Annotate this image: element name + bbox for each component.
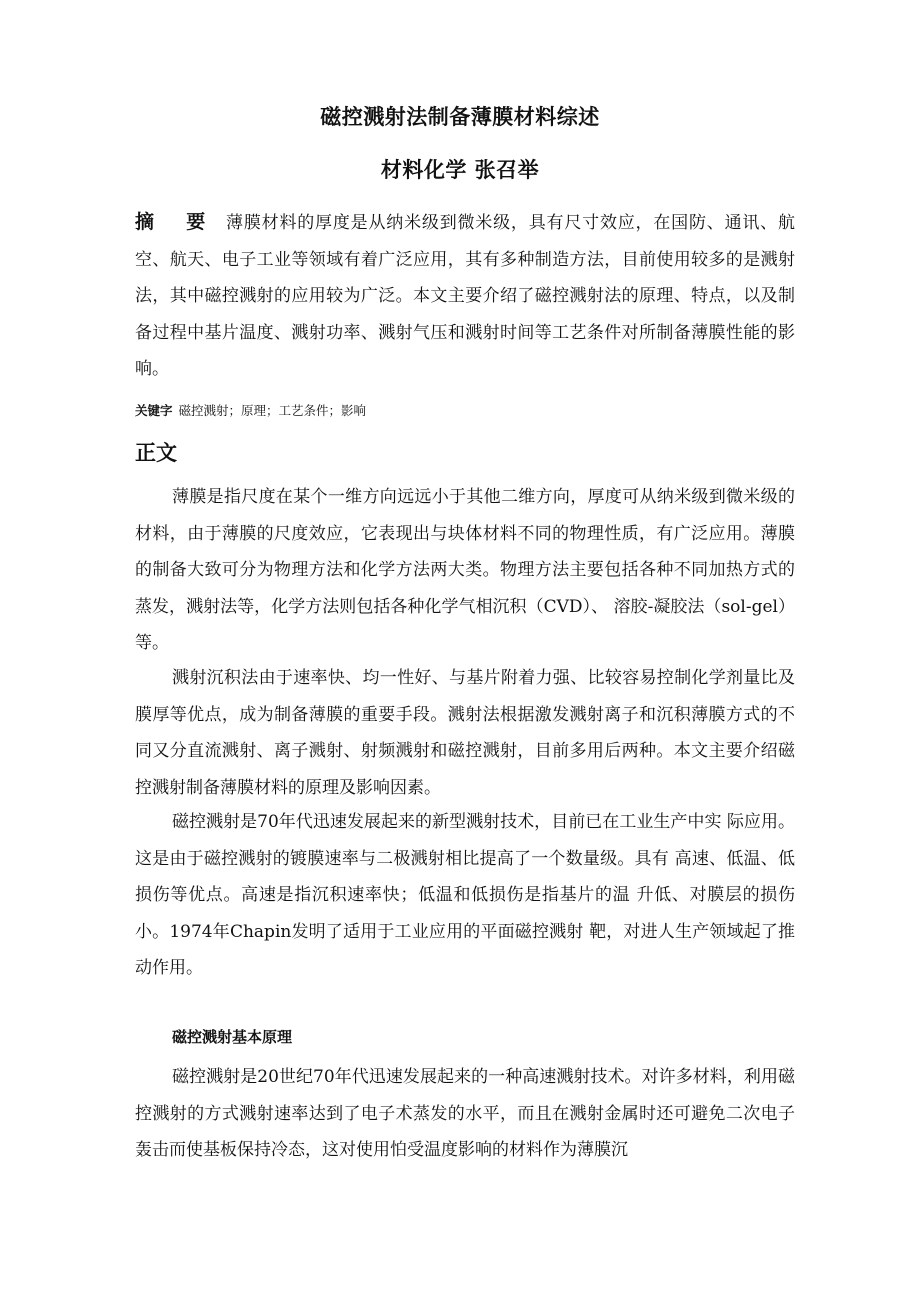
section-title: 正文 — [135, 441, 177, 465]
body-paragraph: 磁控溅射是20世纪70年代迅速发展起来的一种高速溅射技术。对许多材料，利用磁控溅射的方式溅射速率达到了电子术蒸发的水平，而且在溅射金属时还可避免二次电子轰击而使基板保持冷态，这对使用怕受温度影响的材料作为薄膜沉 — [135, 1067, 795, 1160]
abstract-text: 薄膜材料的厚度是从纳米级到微米级，具有尺寸效应，在国防、通讯、航空、航天、电子工业等领域有着广泛应用，其有多种制造方法，目前使用较多的是溅射法，其中磁控溅射的应用较为广泛。本文主要介绍了磁控溅射法的原理、特点，以及制备过程中基片温度、溅射功率、溅射气压和溅射时间等工艺条件对所制备薄膜性能的影响。 — [135, 213, 795, 379]
body-paragraph: 溅射沉积法由于速率快、均一性好、与基片附着力强、比较容易控制化学剂量比及膜厚等优点，成为制备薄膜的重要手段。溅射法根据激发溅射离子和沉积薄膜方式的不同又分直流溅射、离子溅射、射频溅射和磁控溅射，目前多用后两种。本文主要介绍磁控溅射制备薄膜材料的原理及影响因素。 — [135, 668, 795, 798]
keywords-label: 关键字 — [135, 403, 173, 418]
keywords-text: 磁控溅射；原理；工艺条件；影响 — [178, 403, 367, 418]
abstract-block — [135, 204, 795, 388]
document-author: 材料化学 张召举 — [380, 158, 540, 182]
keywords-line — [135, 401, 366, 419]
body-paragraph: 磁控溅射是70年代迅速发展起来的新型溅射技术，目前已在工业生产中实 际应用。这是由于磁控溅射的镀膜速率与二极溅射相比提高了一个数量级。具有 高速、低温、低损伤等优点。高速是指沉积速率快；低温和低损伤是指基片的温 升低、对膜层的损伤小。1974年Chapin发明了适用于工业应用的平面磁控溅射 靶，对进人生产领域起了推动作用。 — [135, 812, 795, 978]
abstract-label: 摘 要 — [135, 211, 219, 233]
document-title: 磁控溅射法制备薄膜材料综述 — [320, 105, 600, 129]
subheading: 磁控溅射基本原理 — [172, 1028, 293, 1046]
body-paragraph: 薄膜是指尺度在某个一维方向远远小于其他二维方向，厚度可从纳米级到微米级的材料，由于薄膜的尺度效应，它表现出与块体材料不同的物理性质，有广泛应用。薄膜的制备大致可分为物理方法和化学方法两大类。物理方法主要包括各种不同加热方式的蒸发，溅射法等，化学方法则包括各种化学气相沉积（CVD）、 溶胶-凝胶法（sol-gel）等。 — [135, 487, 795, 653]
